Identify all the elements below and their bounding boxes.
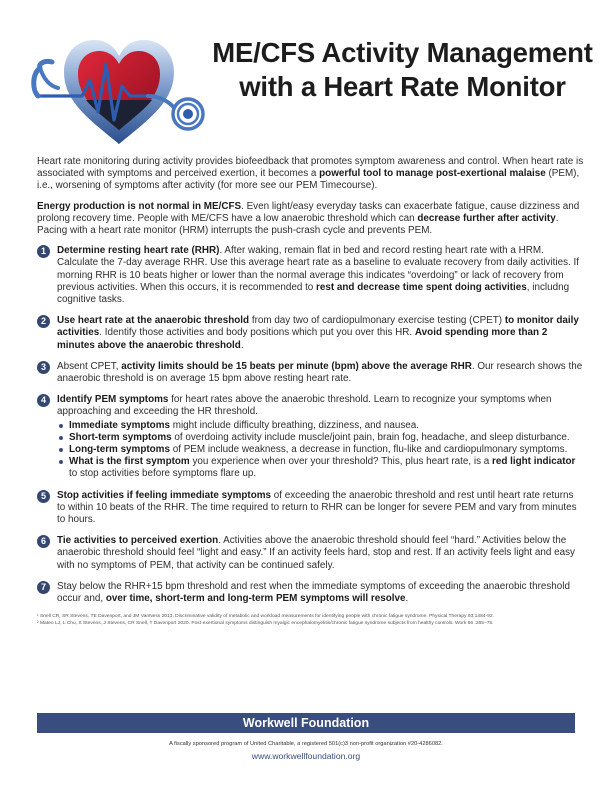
- reference-2: ² Mateo LJ, L Chu, S Stevens, J Stevens, CR Snell, T Davenport 2020. Post-exertional symptoms distinguish myalgic encephalomyelitis/chronic fatigue syndrome subjects from healthy controls. Work 66 :265–75.: [37, 620, 494, 626]
- bullet-text: might include difficulty breathing, dizziness, and nausea.: [169, 419, 420, 431]
- step-bold: to monitor daily activities: [57, 315, 579, 339]
- bullet-icon: [59, 448, 63, 452]
- step-bold: Identify PEM symptoms: [57, 394, 169, 406]
- header: [0, 0, 612, 150]
- intro-bold: powerful tool to manage post-exertional malaise: [319, 168, 546, 180]
- step-text: of exceeding the anaerobic threshold and rest until heart rate returns to within 10 beats of the RHR. The time required to return to RHR can be longer for severe PEM and vary from minutes to hours.: [57, 489, 577, 526]
- bullet-bold: Immediate symptoms: [69, 419, 170, 431]
- step-bold: over time, short-term and long-term PEM symptoms will resolve: [105, 593, 406, 605]
- bullet-bold: Short-term symptoms: [69, 431, 172, 443]
- intro-text: (PEM), i.e., worsening of symptoms after activity (for more see our PEM Timecourse).: [37, 168, 580, 192]
- bullet-bold: red light indicator: [492, 456, 576, 468]
- step-3: [37, 361, 584, 385]
- footer-website-link[interactable]: www.workwellfoundation.org: [251, 751, 361, 761]
- list-item: [57, 456, 584, 480]
- main-content: [37, 156, 584, 627]
- step-text: . Identify those activities and body positions which put you over this HR.: [99, 327, 415, 339]
- intro-bold: Energy production is not normal in ME/CFS: [37, 200, 242, 212]
- step-number-badge: 2: [37, 315, 50, 328]
- bullet-text: you experience when over your threshold? This, plus heart rate, is a: [189, 456, 492, 468]
- step-number-badge: 5: [37, 490, 50, 503]
- bullet-text: of PEM include weakness, a decrease in function, flu-like and cardiopulmonary symptoms.: [169, 444, 568, 456]
- step-bold: Avoid spending more than 2 minutes above the anaerobic threshold: [57, 327, 548, 351]
- bullet-bold: What is the first symptom: [69, 456, 190, 468]
- title-line-1: ME/CFS Activity Management: [212, 37, 593, 68]
- title-line-2: with a Heart Rate Monitor: [239, 71, 566, 102]
- bullet-icon: [59, 460, 63, 464]
- step-text: from day two of cardiopulmonary exercise testing (CPET): [249, 315, 505, 327]
- step-number-badge: 3: [37, 361, 50, 374]
- intro-text: . Even light/easy everyday tasks can exacerbate fatigue, cause dizziness and prolong recovery time. People with ME/CFS have a low anaerobic threshold which can: [37, 200, 580, 224]
- step-5: [37, 490, 584, 527]
- step-text: Stay below the RHR+15 bpm threshold and rest when the immediate symptoms of exceeding the anaerobic threshold occur and,: [57, 580, 570, 605]
- step-4: [37, 394, 584, 480]
- intro-text: Heart rate monitoring during activity provides biofeedback that promotes symptom awareness and control. When heart rate is associated with symptoms and perceived exertion, it becomes a: [37, 156, 584, 180]
- bullet-icon: [59, 424, 63, 428]
- step-number-badge: 7: [37, 581, 50, 594]
- step-text: . Activities above the anaerobic threshold should feel “hard.” Activities below the anaerobic threshold should feel “light and easy.” If an activity feels hard, stop and rest. If an activity feels light and easy with no symptoms of PEM, that activity can be continued safely.: [57, 535, 575, 571]
- step-2: [37, 315, 584, 352]
- step-number-badge: 1: [37, 245, 50, 258]
- list-item: [57, 444, 584, 456]
- step-bold: Stop activities if feeling immediate symptoms: [57, 489, 272, 501]
- intro-text: . Pacing with a heart rate monitor (HRM) interrupts the push-crash cycle and prevents PEM.: [37, 212, 559, 237]
- step-bold: Determine resting heart rate (RHR): [57, 245, 220, 257]
- intro-paragraph-2: [37, 201, 584, 238]
- intro-bold: decrease further after activity: [417, 212, 556, 224]
- step-number-badge: 6: [37, 535, 50, 548]
- step-bold: activity limits should be 15 beats per minute (bpm) above the average RHR: [121, 360, 472, 372]
- step-text: , includng cognitive tasks.: [57, 281, 570, 306]
- step-bold: rest and decrease time spent doing activities: [316, 281, 527, 293]
- symptom-list: [57, 420, 584, 481]
- step-text: . After waking, remain flat in bed and record resting heart rate with a HRM. Calculate the 7-day average RHR. Use this average heart rate as a baseline to evaluate recovery from daily activities. If morning RHR is 10 beats higher or lower than the normal average this indicates “overdoing” or lack of recovery from previous activities. When this occurs, it is recommended to: [57, 245, 579, 293]
- step-7: [37, 581, 584, 605]
- intro-paragraph-1: [37, 156, 584, 193]
- list-item: [57, 420, 584, 432]
- bullet-text: to stop activities before symptoms flare up.: [69, 468, 257, 480]
- heart-stethoscope-icon: [30, 16, 208, 150]
- page-title: [205, 36, 600, 104]
- list-item: [57, 432, 584, 444]
- references: [37, 614, 584, 627]
- step-6: [37, 535, 584, 572]
- step-text: Absent CPET,: [57, 360, 122, 372]
- bullet-text: of overdoing activity include muscle/joint pain, brain fog, headache, and sleep disturbance.: [171, 431, 570, 443]
- step-number-badge: 4: [37, 394, 50, 407]
- step-bold: Tie activities to perceived exertion: [57, 535, 219, 547]
- footer-note: A fiscally sponsored program of United Charitable, a registered 501(c)3 non-profit organization #20-4286082.: [169, 741, 443, 747]
- step-text: .: [240, 339, 244, 351]
- bullet-bold: Long-term symptoms: [69, 444, 170, 456]
- reference-1: ¹ Snell CR, SR Stevens, TE Davenport, and JM VanNess 2013. Discriminative validity of metabolic and workload measurements for identifying people with chronic fatigue syndrome. Physical Therapy 93:1484-92.: [37, 614, 494, 620]
- step-bold: Use heart rate at the anaerobic threshold: [57, 315, 250, 327]
- step-1: [37, 245, 584, 306]
- bullet-icon: [59, 436, 63, 440]
- step-text: .: [405, 593, 409, 605]
- step-text: . Our research shows the anaerobic threshold is on average 15 bpm above resting heart rate.: [57, 360, 583, 385]
- step-text: for heart rates above the anaerobic threshold. Learn to recognize your symptoms when approaching and exceeding the HR threshold.: [57, 394, 552, 418]
- footer-org-banner: Workwell Foundation: [37, 713, 575, 733]
